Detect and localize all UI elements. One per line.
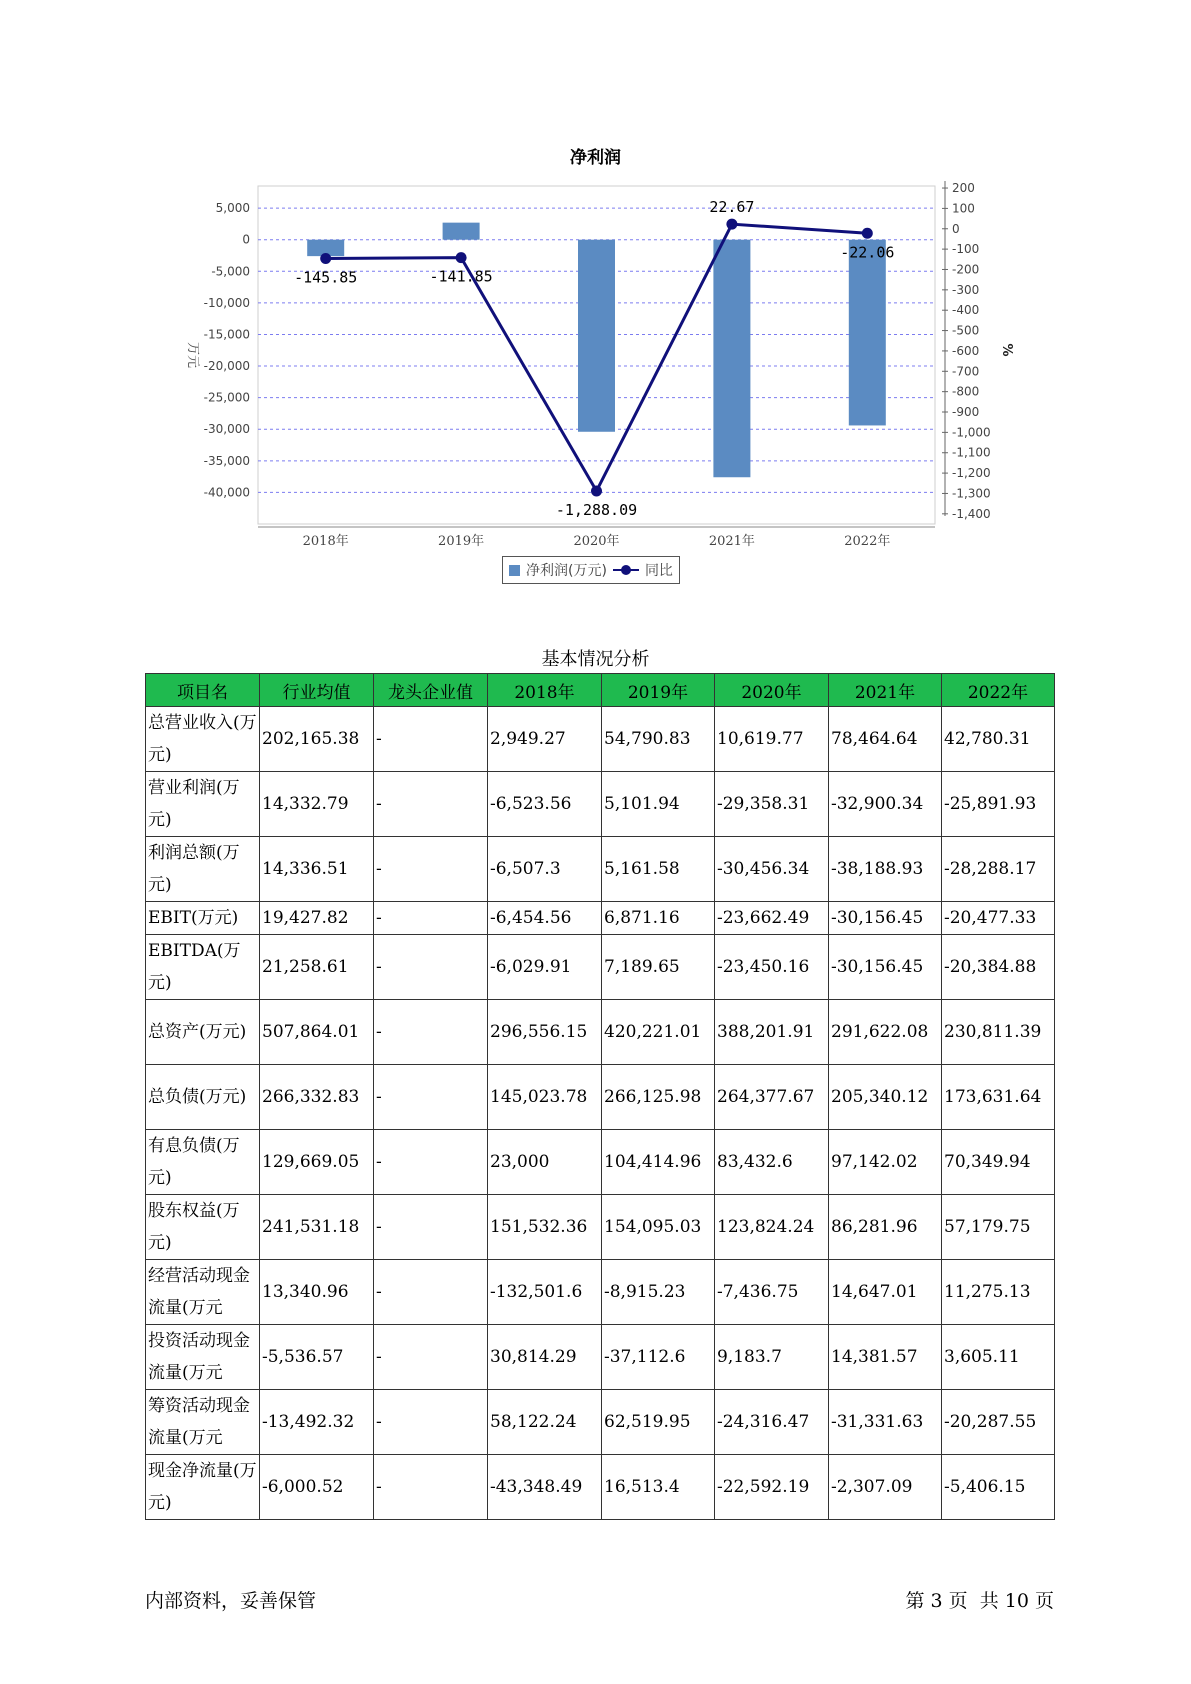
table-cell: 241,531.18	[260, 1195, 374, 1260]
y2-tick-label: 200	[952, 181, 975, 196]
table-row	[146, 935, 1055, 1000]
chart-title: 净利润	[570, 148, 621, 168]
bar	[578, 240, 615, 432]
table-cell: 97,142.02	[829, 1130, 942, 1195]
table-cell: -6,029.91	[488, 935, 602, 1000]
table-cell: -28,288.17	[942, 837, 1055, 902]
table-cell: 202,165.38	[260, 707, 374, 772]
y-tick-label: -5,000	[211, 264, 250, 279]
table-cell: 70,349.94	[942, 1130, 1055, 1195]
row-label: 总资产(万元)	[146, 1000, 260, 1065]
y2-tick-label: -800	[952, 384, 980, 399]
yoy-point	[591, 486, 602, 497]
table-cell: -5,536.57	[260, 1325, 374, 1390]
table-cell: 78,464.64	[829, 707, 942, 772]
table-cell: -22,592.19	[715, 1455, 829, 1520]
table-cell: 14,332.79	[260, 772, 374, 837]
y2-tick-label: -900	[952, 405, 980, 420]
bar	[849, 240, 886, 426]
basic-analysis-table	[145, 673, 1055, 1520]
table-cell: -	[374, 1325, 488, 1390]
row-label: 现金净流量(万元)	[146, 1455, 260, 1520]
y2-tick-label: -1,300	[952, 486, 991, 501]
row-label: 有息负债(万元)	[146, 1130, 260, 1195]
y2-tick-label: -600	[952, 343, 980, 358]
table-cell: -37,112.6	[602, 1325, 715, 1390]
table-header-row	[146, 674, 1055, 707]
table-cell: -	[374, 772, 488, 837]
row-label: 营业利润(万元)	[146, 772, 260, 837]
y2-tick-label: -100	[952, 242, 980, 257]
table-cell: -31,331.63	[829, 1390, 942, 1455]
table-cell: -29,358.31	[715, 772, 829, 837]
table-cell: 23,000	[488, 1130, 602, 1195]
row-label: 总负债(万元)	[146, 1065, 260, 1130]
table-cell: 7,189.65	[602, 935, 715, 1000]
row-label: 投资活动现金流量(万元	[146, 1325, 260, 1390]
table-cell: 83,432.6	[715, 1130, 829, 1195]
yoy-data-label: 22.67	[709, 198, 755, 217]
header-cell: 2020年	[715, 674, 829, 707]
table-row	[146, 772, 1055, 837]
table-cell: -7,436.75	[715, 1260, 829, 1325]
y-tick-label: -20,000	[203, 359, 250, 374]
table-cell: -6,454.56	[488, 902, 602, 935]
table-cell: 296,556.15	[488, 1000, 602, 1065]
y-tick-label: 5,000	[215, 201, 250, 216]
table-cell: 30,814.29	[488, 1325, 602, 1390]
x-tick-label: 2022年	[844, 534, 891, 549]
table-cell: 10,619.77	[715, 707, 829, 772]
y2-tick-label: 0	[952, 221, 960, 236]
table-row	[146, 1000, 1055, 1065]
table-cell: 154,095.03	[602, 1195, 715, 1260]
row-label: 利润总额(万元)	[146, 837, 260, 902]
row-label: EBIT(万元)	[146, 902, 260, 935]
table-cell: -32,900.34	[829, 772, 942, 837]
chart-canvas	[0, 0, 1191, 600]
table-cell: -	[374, 935, 488, 1000]
x-tick-label: 2021年	[708, 534, 755, 549]
row-label: 股东权益(万元)	[146, 1195, 260, 1260]
table-cell: -20,384.88	[942, 935, 1055, 1000]
yoy-point	[320, 253, 331, 264]
y2-tick-label: -700	[952, 364, 980, 379]
table-cell: 145,023.78	[488, 1065, 602, 1130]
y2-tick-label: -1,000	[952, 425, 991, 440]
y2-tick-label: -400	[952, 303, 980, 318]
chart-legend	[502, 556, 680, 584]
y2-tick-label: 100	[952, 201, 975, 216]
yoy-data-label: -141.85	[429, 267, 493, 286]
x-tick-label: 2019年	[438, 534, 485, 549]
table-cell: -5,406.15	[942, 1455, 1055, 1520]
header-cell: 2019年	[602, 674, 715, 707]
table-cell: 86,281.96	[829, 1195, 942, 1260]
table-cell: -8,915.23	[602, 1260, 715, 1325]
row-label: EBITDA(万元)	[146, 935, 260, 1000]
header-cell: 行业均值	[260, 674, 374, 707]
table-cell: 14,647.01	[829, 1260, 942, 1325]
table-cell: 42,780.31	[942, 707, 1055, 772]
table-cell: 58,122.24	[488, 1390, 602, 1455]
table-caption: 基本情况分析	[541, 649, 650, 670]
y-tick-label: -40,000	[203, 485, 250, 500]
table-row	[146, 837, 1055, 902]
table-cell: 388,201.91	[715, 1000, 829, 1065]
table-cell: -	[374, 1260, 488, 1325]
footer-page-number: 第 3 页 共 10 页	[905, 1590, 1054, 1612]
table-cell: 123,824.24	[715, 1195, 829, 1260]
y-tick-label: -10,000	[203, 295, 250, 310]
table-cell: -	[374, 707, 488, 772]
legend-line-marker	[613, 564, 639, 576]
table-cell: -6,000.52	[260, 1455, 374, 1520]
table-row	[146, 1065, 1055, 1130]
table-cell: -	[374, 902, 488, 935]
table-cell: 230,811.39	[942, 1000, 1055, 1065]
table-row	[146, 1195, 1055, 1260]
header-cell: 项目名	[146, 674, 260, 707]
table-cell: -	[374, 1130, 488, 1195]
table-cell: 9,183.7	[715, 1325, 829, 1390]
table-cell: -6,507.3	[488, 837, 602, 902]
table-cell: -25,891.93	[942, 772, 1055, 837]
table-cell: 11,275.13	[942, 1260, 1055, 1325]
table-row	[146, 1455, 1055, 1520]
y2-tick-label: -300	[952, 282, 980, 297]
table-row	[146, 902, 1055, 935]
net-profit-chart	[0, 0, 1191, 600]
table-cell: -23,450.16	[715, 935, 829, 1000]
table-cell: 19,427.82	[260, 902, 374, 935]
table-cell: 21,258.61	[260, 935, 374, 1000]
row-label: 筹资活动现金流量(万元	[146, 1390, 260, 1455]
table-cell: 151,532.36	[488, 1195, 602, 1260]
header-cell: 2022年	[942, 674, 1055, 707]
table-cell: -43,348.49	[488, 1455, 602, 1520]
table-cell: 16,513.4	[602, 1455, 715, 1520]
table-row	[146, 707, 1055, 772]
table-cell: -2,307.09	[829, 1455, 942, 1520]
legend-line-label: 同比	[644, 563, 673, 579]
table-cell: -	[374, 1195, 488, 1260]
y-tick-label: -25,000	[203, 390, 250, 405]
table-cell: 291,622.08	[829, 1000, 942, 1065]
row-label: 经营活动现金流量(万元	[146, 1260, 260, 1325]
y2-axis-label: %	[999, 343, 1014, 357]
table-cell: -30,156.45	[829, 902, 942, 935]
yoy-point	[456, 252, 467, 263]
y-tick-label: -30,000	[203, 422, 250, 437]
yoy-data-label: -22.06	[840, 243, 895, 262]
table-cell: 57,179.75	[942, 1195, 1055, 1260]
table-cell: 5,161.58	[602, 837, 715, 902]
table-cell: 266,332.83	[260, 1065, 374, 1130]
header-cell: 2018年	[488, 674, 602, 707]
table-cell: 2,949.27	[488, 707, 602, 772]
table-cell: -	[374, 837, 488, 902]
x-tick-label: 2020年	[573, 534, 620, 549]
table-cell: -	[374, 1455, 488, 1520]
y-tick-label: -35,000	[203, 453, 250, 468]
bar	[443, 223, 480, 240]
table-cell: 420,221.01	[602, 1000, 715, 1065]
yoy-point	[726, 219, 737, 230]
y2-tick-label: -1,100	[952, 445, 991, 460]
table-cell: 264,377.67	[715, 1065, 829, 1130]
table-cell: -	[374, 1000, 488, 1065]
table-cell: -20,477.33	[942, 902, 1055, 935]
table-cell: 104,414.96	[602, 1130, 715, 1195]
table-cell: -30,456.34	[715, 837, 829, 902]
x-tick-label: 2018年	[302, 534, 349, 549]
table-cell: -23,662.49	[715, 902, 829, 935]
table-cell: 6,871.16	[602, 902, 715, 935]
table-cell: 62,519.95	[602, 1390, 715, 1455]
table-row	[146, 1390, 1055, 1455]
bar	[713, 240, 750, 478]
table-row	[146, 1260, 1055, 1325]
table-cell: 266,125.98	[602, 1065, 715, 1130]
table-row	[146, 1130, 1055, 1195]
table-cell: 507,864.01	[260, 1000, 374, 1065]
y-tick-label: 0	[242, 232, 250, 247]
table-cell: 3,605.11	[942, 1325, 1055, 1390]
yoy-data-label: -1,288.09	[555, 501, 638, 520]
table-cell: -13,492.32	[260, 1390, 374, 1455]
table-cell: -	[374, 1390, 488, 1455]
y2-tick-label: -1,400	[952, 506, 991, 521]
table-cell: 5,101.94	[602, 772, 715, 837]
y-tick-label: -15,000	[203, 327, 250, 342]
table-cell: 173,631.64	[942, 1065, 1055, 1130]
table-cell: 205,340.12	[829, 1065, 942, 1130]
table-cell: 54,790.83	[602, 707, 715, 772]
header-cell: 2021年	[829, 674, 942, 707]
table-cell: -38,188.93	[829, 837, 942, 902]
table-cell: 14,381.57	[829, 1325, 942, 1390]
legend-bar-swatch	[509, 565, 520, 576]
y2-tick-label: -200	[952, 262, 980, 277]
table-row	[146, 1325, 1055, 1390]
y2-tick-label: -1,200	[952, 466, 991, 481]
row-label: 总营业收入(万元)	[146, 707, 260, 772]
table-cell: -	[374, 1065, 488, 1130]
yoy-point	[862, 228, 873, 239]
table-cell: 14,336.51	[260, 837, 374, 902]
yoy-data-label: -145.85	[294, 268, 358, 287]
table-cell: -132,501.6	[488, 1260, 602, 1325]
header-cell: 龙头企业值	[374, 674, 488, 707]
footer-confidential-note: 内部资料，妥善保管	[145, 1590, 317, 1612]
y2-tick-label: -500	[952, 323, 980, 338]
table-cell: 13,340.96	[260, 1260, 374, 1325]
y-axis-label: 万元	[185, 341, 200, 369]
table-cell: -20,287.55	[942, 1390, 1055, 1455]
table-cell: -24,316.47	[715, 1390, 829, 1455]
table-cell: -30,156.45	[829, 935, 942, 1000]
table-cell: 129,669.05	[260, 1130, 374, 1195]
table-cell: -6,523.56	[488, 772, 602, 837]
legend-bar-label: 净利润(万元)	[526, 563, 607, 579]
